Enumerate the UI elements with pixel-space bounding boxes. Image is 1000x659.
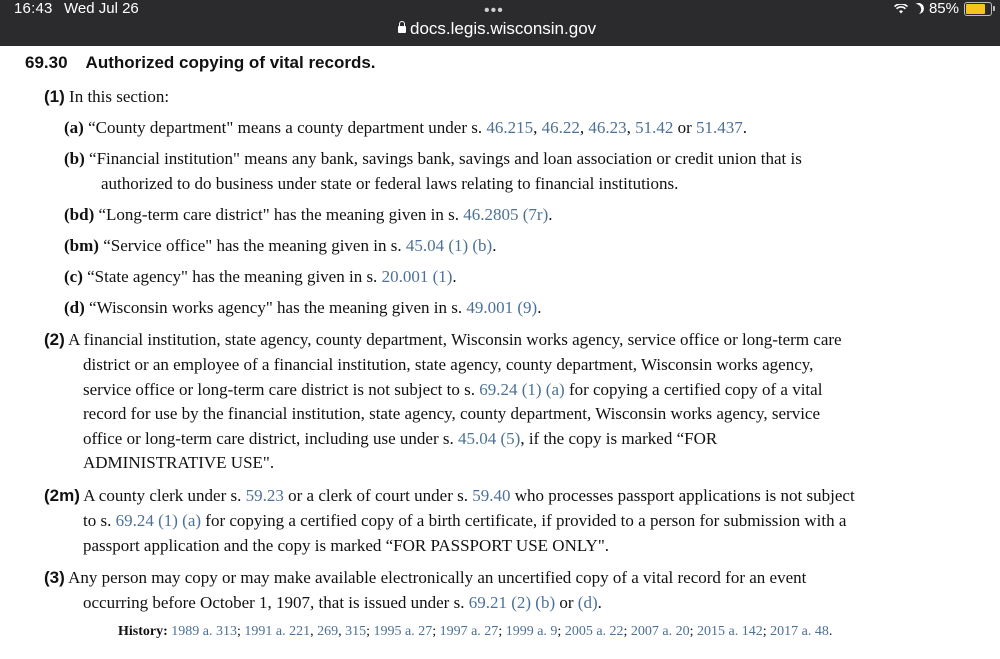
subsection-2-line: record for use by the financial institution, state agency, county department, Wisconsin works agency, service <box>83 404 821 423</box>
separator: ; <box>236 624 245 639</box>
history-link[interactable]: 1991 a. 221 <box>244 624 311 639</box>
separator: ; <box>689 624 698 639</box>
text: service office or long-term care district is not subject to s. <box>83 380 480 399</box>
paragraph-bd <box>64 205 553 225</box>
separator: . <box>828 624 833 639</box>
statute-link[interactable]: 46.215 <box>486 118 534 137</box>
text: occurring before October 1, 1907, that is issued under s. <box>83 593 469 612</box>
separator: ; <box>623 624 631 639</box>
paragraph-text: “Wisconsin works agency" has the meaning given in s. <box>89 298 467 317</box>
history-label: History: <box>118 624 168 639</box>
statute-link[interactable]: 69.24 (1) (a) <box>115 511 202 530</box>
text: who processes passport applications is not subject <box>510 486 855 505</box>
subsection-label: (3) <box>44 568 65 587</box>
separator: ; <box>366 624 374 639</box>
paragraph-b-cont: authorized to do business under state or federal laws relating to financial institutions. <box>101 174 679 193</box>
subsection-label: (2m) <box>44 486 80 505</box>
paragraph-label: (c) <box>64 267 83 286</box>
statute-link[interactable]: 46.23 <box>588 118 627 137</box>
history-line <box>118 624 832 640</box>
history-link[interactable]: 2015 a. 142 <box>697 624 763 639</box>
battery-percent: 85% <box>928 0 959 17</box>
text: . <box>597 593 602 612</box>
separator: . <box>537 298 542 317</box>
separator: or <box>673 118 697 137</box>
status-date: Wed Jul 26 <box>64 0 139 17</box>
subsection-2-line: district or an employee of a financial institution, state agency, county department, Wisconsin works agency, <box>83 355 814 374</box>
paragraph-text: “State agency" has the meaning given in s. <box>87 267 382 286</box>
subsection-2 <box>44 330 842 350</box>
separator: , <box>338 624 346 639</box>
paragraph-label: (d) <box>64 298 85 317</box>
section-title <box>25 53 376 73</box>
separator: . <box>492 236 497 255</box>
subsection-text: A financial institution, state agency, county department, Wisconsin works agency, service office or long-term care <box>68 330 842 349</box>
subsection-3-line <box>83 593 602 613</box>
status-and-address-bar <box>0 0 1000 46</box>
wifi-icon <box>894 4 908 14</box>
text: to s. <box>83 511 116 530</box>
statute-link[interactable]: 59.40 <box>472 486 511 505</box>
address-bar[interactable] <box>398 19 596 39</box>
statute-link[interactable]: 20.001 (1) <box>381 267 453 286</box>
text: or a clerk of court under s. <box>283 486 473 505</box>
subsection-2m-line: passport application and the copy is marked “FOR PASSPORT USE ONLY". <box>83 536 610 555</box>
statute-link[interactable]: 69.24 (1) (a) <box>479 380 565 399</box>
subsection-text: Any person may copy or may make available electronically an uncertified copy of a vital record for an event <box>68 568 807 587</box>
separator: , <box>533 118 542 137</box>
subsection-1 <box>44 87 169 107</box>
text: for copying a certified copy of a vital <box>564 380 823 399</box>
moon-icon <box>911 1 925 15</box>
text: , if the copy is marked “FOR <box>520 429 718 448</box>
separator: . <box>742 118 748 137</box>
separator: , <box>626 118 636 137</box>
history-link[interactable]: 1995 a. 27 <box>373 624 433 639</box>
battery-fill <box>966 4 985 14</box>
paragraph-bm <box>64 236 496 256</box>
separator: , <box>579 118 589 137</box>
separator: ; <box>762 624 771 639</box>
subsection-2m <box>44 486 855 506</box>
statute-link[interactable]: (d) <box>577 593 598 612</box>
text: for copying a certified copy of a birth certificate, if provided to a person for submission with a <box>201 511 847 530</box>
separator: . <box>452 267 457 286</box>
text: A county clerk under s. <box>83 486 246 505</box>
statute-link[interactable]: 69.21 (2) (b) <box>468 593 556 612</box>
paragraph-d <box>64 298 541 318</box>
statute-link[interactable]: 45.04 (1) (b) <box>405 236 493 255</box>
statute-link[interactable]: 59.23 <box>245 486 284 505</box>
paragraph-a <box>64 118 747 138</box>
history-link[interactable]: 269 <box>317 624 339 639</box>
paragraph-label: (bm) <box>64 236 99 255</box>
paragraph-label: (a) <box>64 118 84 137</box>
separator: ; <box>557 624 565 639</box>
subsection-2m-line <box>83 511 846 531</box>
statute-link[interactable]: 46.22 <box>541 118 580 137</box>
history-link[interactable]: 1989 a. 313 <box>171 624 237 639</box>
history-link[interactable]: 2017 a. 48 <box>770 624 829 639</box>
paragraph-c <box>64 267 457 287</box>
paragraph-text: “Financial institution" means any bank, savings bank, savings and loan association or credit union that is <box>89 149 802 168</box>
subsection-2-line <box>83 380 822 400</box>
separator: ; <box>432 624 440 639</box>
history-link[interactable]: 2005 a. 22 <box>564 624 624 639</box>
separator: . <box>548 205 553 224</box>
statute-link[interactable]: 51.42 <box>635 118 674 137</box>
statute-link[interactable]: 45.04 (5) <box>458 429 521 448</box>
text: office or long-term care district, including use under s. <box>83 429 458 448</box>
more-dots-icon[interactable]: ••• <box>484 2 504 19</box>
paragraph-text: “Long-term care district" has the meaning given in s. <box>98 205 464 224</box>
section-heading: Authorized copying of vital records. <box>85 53 376 72</box>
subsection-3 <box>44 568 806 588</box>
statute-link[interactable]: 49.001 (9) <box>466 298 538 317</box>
paragraph-label: (b) <box>64 149 85 168</box>
history-link[interactable]: 2007 a. 20 <box>630 624 690 639</box>
text: or <box>555 593 578 612</box>
battery-icon <box>964 2 992 16</box>
subsection-label: (1) <box>44 87 65 106</box>
statute-link[interactable]: 46.2805 (7r) <box>463 205 549 224</box>
subsection-2-line <box>83 429 717 449</box>
subsection-2-line: ADMINISTRATIVE USE". <box>83 453 275 472</box>
history-link[interactable]: 1997 a. 27 <box>439 624 499 639</box>
status-time: 16:43 <box>14 0 53 17</box>
paragraph-label: (bd) <box>64 205 95 224</box>
paragraph-b <box>64 149 802 169</box>
history-link[interactable]: 315 <box>345 624 367 639</box>
separator: ; <box>498 624 506 639</box>
lock-icon <box>398 26 406 33</box>
statute-link[interactable]: 51.437 <box>696 118 743 137</box>
section-number: 69.30 <box>25 53 68 72</box>
url-text: docs.legis.wisconsin.gov <box>410 19 597 38</box>
history-link[interactable]: 1999 a. 9 <box>505 624 558 639</box>
paragraph-text: “Service office" has the meaning given in s. <box>103 236 406 255</box>
status-right <box>894 0 992 17</box>
subsection-label: (2) <box>44 330 65 349</box>
battery-tip <box>993 6 995 11</box>
subsection-text: In this section: <box>69 87 170 106</box>
paragraph-text: “County department" means a county department under s. <box>88 118 487 137</box>
separator: , <box>310 624 318 639</box>
